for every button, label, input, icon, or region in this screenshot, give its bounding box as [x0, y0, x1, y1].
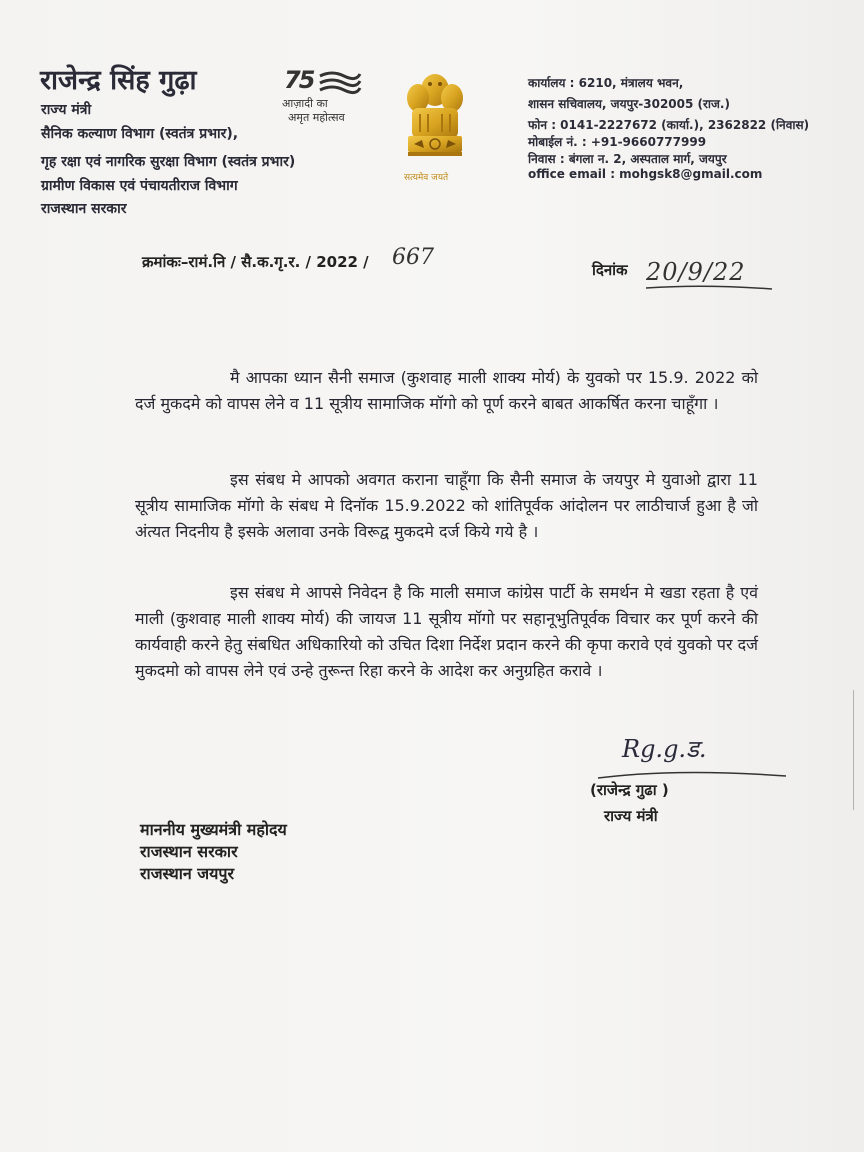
government-line: राजस्थान सरकार: [41, 201, 127, 217]
addressee-line-2: राजस्थान सरकार: [140, 842, 238, 861]
date-label: दिनांक: [592, 261, 628, 279]
paragraph-text: इस संबध मे आपसे निवेदन है कि माली समाज कांग्रेस पार्टी के समर्थन मे खडा रहता है एवं माली (कुशवाह माली शाक्य मोर्य) की जायज 11 सूत्रीय मॉगो पर सहानूभुतिपूर्वक विचार कर पूर्ण करने की कार्यवाही करने हेतु संबधित अधिकारियो को उचित दिशा निर्देश प्रदान करने की कृपा करावे एवं युवको पर दर्ज मुकदमो को वापस लेने एवं उन्हे तुरून्त रिहा करने के आदेश कर अनुग्रहित करावे ।: [135, 583, 758, 680]
body-paragraph-3: [135, 580, 758, 684]
addressee-line-3: राजस्थान जयपुर: [140, 864, 235, 883]
azadi-amrit-mahotsav-logo: [280, 66, 370, 124]
page-edge-mark: [853, 690, 854, 810]
mobile-line: मोबाईल नं. : +91-9660777999: [528, 135, 707, 149]
signatory-name: (राजेन्द्र गुढा ): [590, 781, 669, 799]
ashoka-emblem-icon: [400, 68, 470, 186]
reference-number-handwritten: 667: [392, 245, 434, 270]
flag-waves-icon: [318, 70, 362, 96]
designation: राज्य मंत्री: [41, 102, 92, 118]
logo-number: 75: [284, 66, 314, 94]
department-line-3: ग्रामीण विकास एवं पंचायतीराज विभाग: [41, 178, 238, 194]
emblem-caption: सत्यमेव जयते: [404, 173, 449, 183]
department-line-2: गृह रक्षा एवं नागरिक सुरक्षा विभाग (स्वतंत्र प्रभार): [41, 154, 296, 170]
addressee-line-1: माननीय मुख्यमंत्री महोदय: [140, 820, 287, 839]
email-line: office email : mohgsk8@gmail.com: [528, 167, 763, 181]
signatory-title: राज्य मंत्री: [604, 807, 658, 825]
minister-name: राजेन्द्र सिंह गुढ़ा: [40, 65, 197, 96]
office-address-line-1: कार्यालय : 6210, मंत्रालय भवन,: [528, 76, 684, 90]
reference-label: क्रमांकः–रामं.नि / सै.क.गृ.र. / 2022 /: [142, 253, 369, 271]
handwritten-signature: Rg.g.ड.: [622, 735, 707, 763]
department-line-1: सैनिक कल्याण विभाग (स्वतंत्र प्रभार),: [41, 126, 239, 142]
logo-line-2: अमृत महोत्सव: [288, 111, 345, 124]
body-paragraph-1: [135, 365, 758, 417]
date-handwritten: 20/9/22: [646, 258, 746, 286]
body-paragraph-2: [135, 467, 758, 545]
paragraph-text: इस संबध मे आपको अवगत कराना चाहूँगा कि सैनी समाज के जयपुर मे युवाओ द्वारा 11 सूत्रीय सामाजिक मॉगो के संबध मे दिनॉक 15.9.2022 को शांतिपूर्वक आंदोलन पर लाठीचार्ज हुआ है जो अंत्यत निदनीय है इसके अलावा उनके विरूद्व मुकदमे दर्ज किये गये है ।: [135, 470, 758, 541]
date-underline: [644, 284, 774, 292]
signature-underline: [596, 762, 788, 782]
paragraph-text: मै आपका ध्यान सैनी समाज (कुशवाह माली शाक्य मोर्य) के युवको पर 15.9. 2022 को दर्ज मुकदमे को वापस लेने व 11 सूत्रीय सामाजिक मॉगो को पूर्ण करने बाबत आकर्षित करना चाहूँगा ।: [135, 368, 758, 413]
residence-line: निवास : बंगला न. 2, अस्पताल मार्ग, जयपुर: [528, 152, 727, 166]
phone-line: फोन : 0141-2227672 (कार्या.), 2362822 (निवास): [528, 118, 810, 132]
office-address-line-2: शासन सचिवालय, जयपुर-302005 (राज.): [528, 97, 730, 111]
logo-line-1: आज़ादी का: [282, 97, 328, 110]
